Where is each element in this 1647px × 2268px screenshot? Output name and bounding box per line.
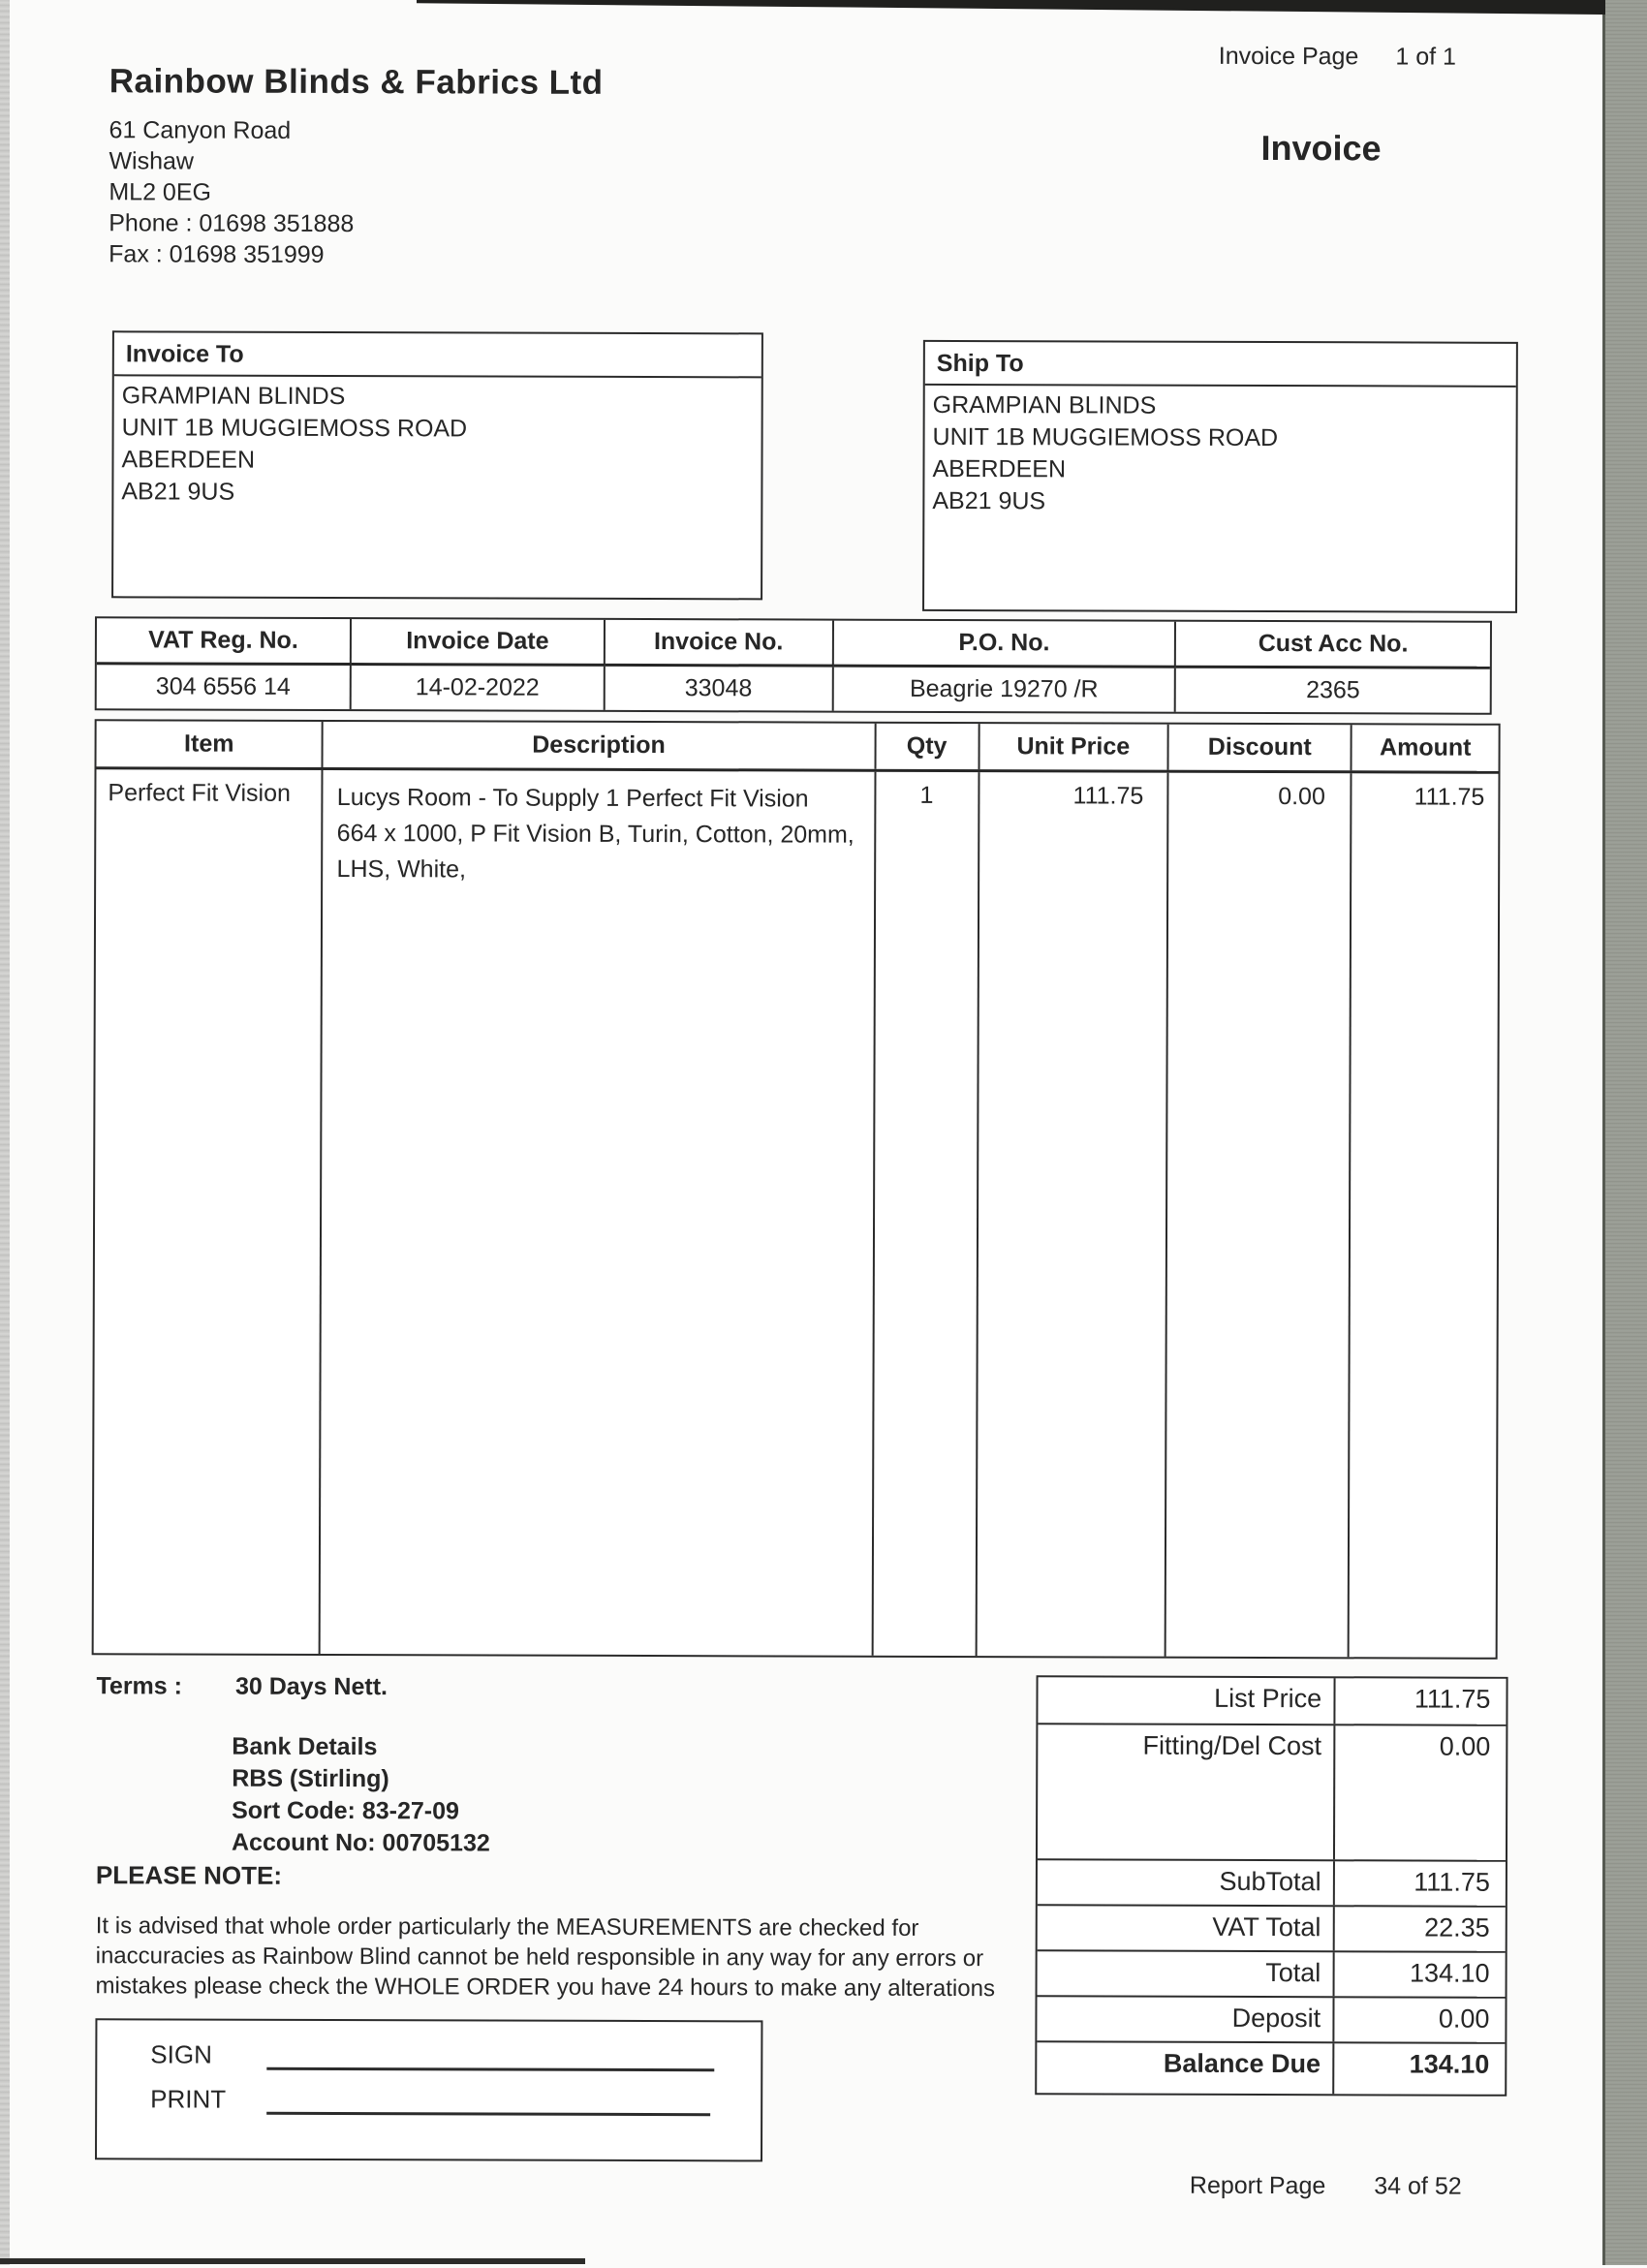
items-header-description: Description — [324, 722, 876, 769]
item-name-cell: Perfect Fit Vision — [94, 769, 324, 1654]
ship-to-line: ABERDEEN — [932, 454, 1067, 483]
report-page-ref — [1190, 2172, 1462, 2201]
totals-row-fitting-del-cost — [1038, 1724, 1506, 1862]
meta-value-cust-acc: 2365 — [1306, 676, 1360, 704]
company-fax: Fax : 01698 351999 — [109, 240, 325, 268]
totals-label: Balance Due — [1037, 2042, 1334, 2094]
ship-to-label: Ship To — [925, 342, 1516, 388]
item-unit-price-cell: 111.75 — [977, 772, 1168, 1657]
totals-label: VAT Total — [1038, 1906, 1335, 1950]
item-description-cell — [321, 770, 876, 1656]
totals-label: List Price — [1038, 1677, 1335, 1724]
item-description-line: 664 x 1000, P Fit Vision B, Turin, Cotton, 20mm, — [336, 820, 855, 849]
sign-label: SIGN — [150, 2039, 212, 2069]
meta-header-vat-reg: VAT Reg. No. — [97, 618, 352, 666]
please-note-title: PLEASE NOTE: — [95, 1860, 283, 1890]
totals-value: 134.10 — [1409, 1958, 1490, 1988]
terms-line — [96, 1672, 388, 1701]
items-header-amount: Amount — [1380, 733, 1472, 761]
totals-label: Fitting/Del Cost — [1038, 1724, 1335, 1859]
invoice-meta-table — [95, 616, 1492, 715]
invoice-to-line: AB21 9US — [121, 478, 235, 506]
invoice-to-address — [113, 376, 761, 513]
bank-name: RBS (Stirling) — [232, 1764, 389, 1793]
scan-edge-line — [0, 2258, 585, 2264]
totals-value: 0.00 — [1439, 1731, 1491, 1761]
ship-to-line: UNIT 1B MUGGIEMOSS ROAD — [932, 422, 1279, 452]
meta-header-cust-acc: Cust Acc No. — [1176, 622, 1490, 669]
meta-value-row — [97, 665, 1490, 713]
items-header-discount: Discount — [1168, 725, 1352, 771]
ship-to-line: AB21 9US — [932, 486, 1046, 515]
signature-box — [95, 2018, 762, 2161]
item-discount-cell: 0.00 — [1166, 773, 1352, 1658]
totals-value: 111.75 — [1414, 1684, 1491, 1714]
invoice-to-line: ABERDEEN — [121, 446, 256, 474]
sign-line — [266, 2067, 714, 2071]
bank-sort-code: Sort Code: 83-27-09 — [232, 1796, 459, 1825]
bank-details — [232, 1731, 490, 1860]
company-address — [109, 114, 355, 270]
please-note-line: mistakes please check the WHOLE ORDER you have 24 hours to make any alterations — [95, 1973, 996, 2003]
meta-header-po-no: P.O. No. — [834, 621, 1177, 668]
totals-value: 111.75 — [1414, 1867, 1490, 1897]
ship-to-address — [924, 386, 1515, 523]
totals-row-deposit — [1037, 1997, 1505, 2044]
please-note-line: inaccuracies as Rainbow Blind cannot be held responsible in any way for any errors or — [95, 1942, 984, 1973]
company-phone: Phone : 01698 351888 — [109, 209, 355, 238]
meta-value-invoice-date: 14-02-2022 — [352, 666, 606, 710]
report-page-label: Report Page — [1189, 2171, 1326, 2200]
meta-value-invoice-no: 33048 — [606, 667, 834, 711]
company-name: Rainbow Blinds & Fabrics Ltd — [109, 62, 604, 102]
scanner-background-band — [1602, 0, 1647, 2265]
totals-table — [1035, 1675, 1507, 2097]
ship-to-line: GRAMPIAN BLINDS — [932, 390, 1157, 419]
items-header-item: Item — [97, 721, 325, 767]
report-page-value: 34 of 52 — [1374, 2172, 1462, 2200]
invoice-to-line: GRAMPIAN BLINDS — [121, 382, 346, 411]
item-description-line: LHS, White, — [336, 855, 467, 884]
item-description-line: Lucys Room - To Supply 1 Perfect Fit Vision — [336, 784, 809, 813]
terms-label: Terms : — [96, 1672, 183, 1700]
print-line — [266, 2112, 710, 2116]
ship-to-box — [922, 340, 1518, 613]
item-amount-cell: 111.75 — [1414, 783, 1485, 811]
totals-label: SubTotal — [1038, 1860, 1335, 1905]
item-qty-cell: 1 — [873, 772, 979, 1656]
totals-row-list-price — [1038, 1677, 1506, 1726]
meta-header-invoice-date: Invoice Date — [352, 619, 606, 667]
invoice-page-label: Invoice Page — [1218, 42, 1359, 71]
meta-header-invoice-no: Invoice No. — [606, 620, 834, 668]
bank-account-no: Account No: 00705132 — [231, 1828, 490, 1857]
totals-row-balance-due — [1037, 2042, 1505, 2095]
meta-header-row — [97, 618, 1490, 669]
totals-row-total — [1038, 1951, 1506, 1999]
invoice-to-label: Invoice To — [114, 332, 761, 378]
company-address-line: 61 Canyon Road — [109, 116, 292, 144]
items-header-unit-price: Unit Price — [979, 724, 1168, 770]
totals-label: Deposit — [1037, 1997, 1334, 2041]
print-label: PRINT — [150, 2084, 227, 2114]
items-header-row — [97, 721, 1499, 774]
please-note-body — [96, 1911, 1026, 2004]
totals-row-vat-total — [1038, 1906, 1506, 1953]
items-header-qty: Qty — [876, 724, 979, 769]
totals-label: Total — [1038, 1951, 1335, 1996]
company-address-line: ML2 0EG — [109, 178, 212, 206]
invoice-page-value: 1 of 1 — [1395, 43, 1456, 71]
table-row — [94, 769, 1499, 1658]
invoice-page-ref — [1219, 43, 1456, 72]
totals-value: 134.10 — [1409, 2049, 1490, 2079]
meta-value-vat-reg: 304 6556 14 — [97, 665, 352, 709]
meta-value-po-no: Beagrie 19270 /R — [833, 668, 1176, 712]
totals-value: 0.00 — [1438, 2004, 1490, 2034]
bank-details-title: Bank Details — [232, 1732, 378, 1761]
invoice-to-box — [111, 330, 763, 600]
invoice-to-line: UNIT 1B MUGGIEMOSS ROAD — [121, 414, 468, 443]
please-note-line: It is advised that whole order particularly the MEASUREMENTS are checked for — [95, 1912, 919, 1942]
company-address-line: Wishaw — [109, 147, 195, 175]
totals-value: 22.35 — [1424, 1912, 1490, 1942]
document-title: Invoice — [1260, 128, 1382, 169]
line-items-table — [92, 719, 1501, 1660]
totals-row-subtotal — [1038, 1860, 1506, 1908]
terms-value: 30 Days Nett. — [234, 1672, 388, 1701]
